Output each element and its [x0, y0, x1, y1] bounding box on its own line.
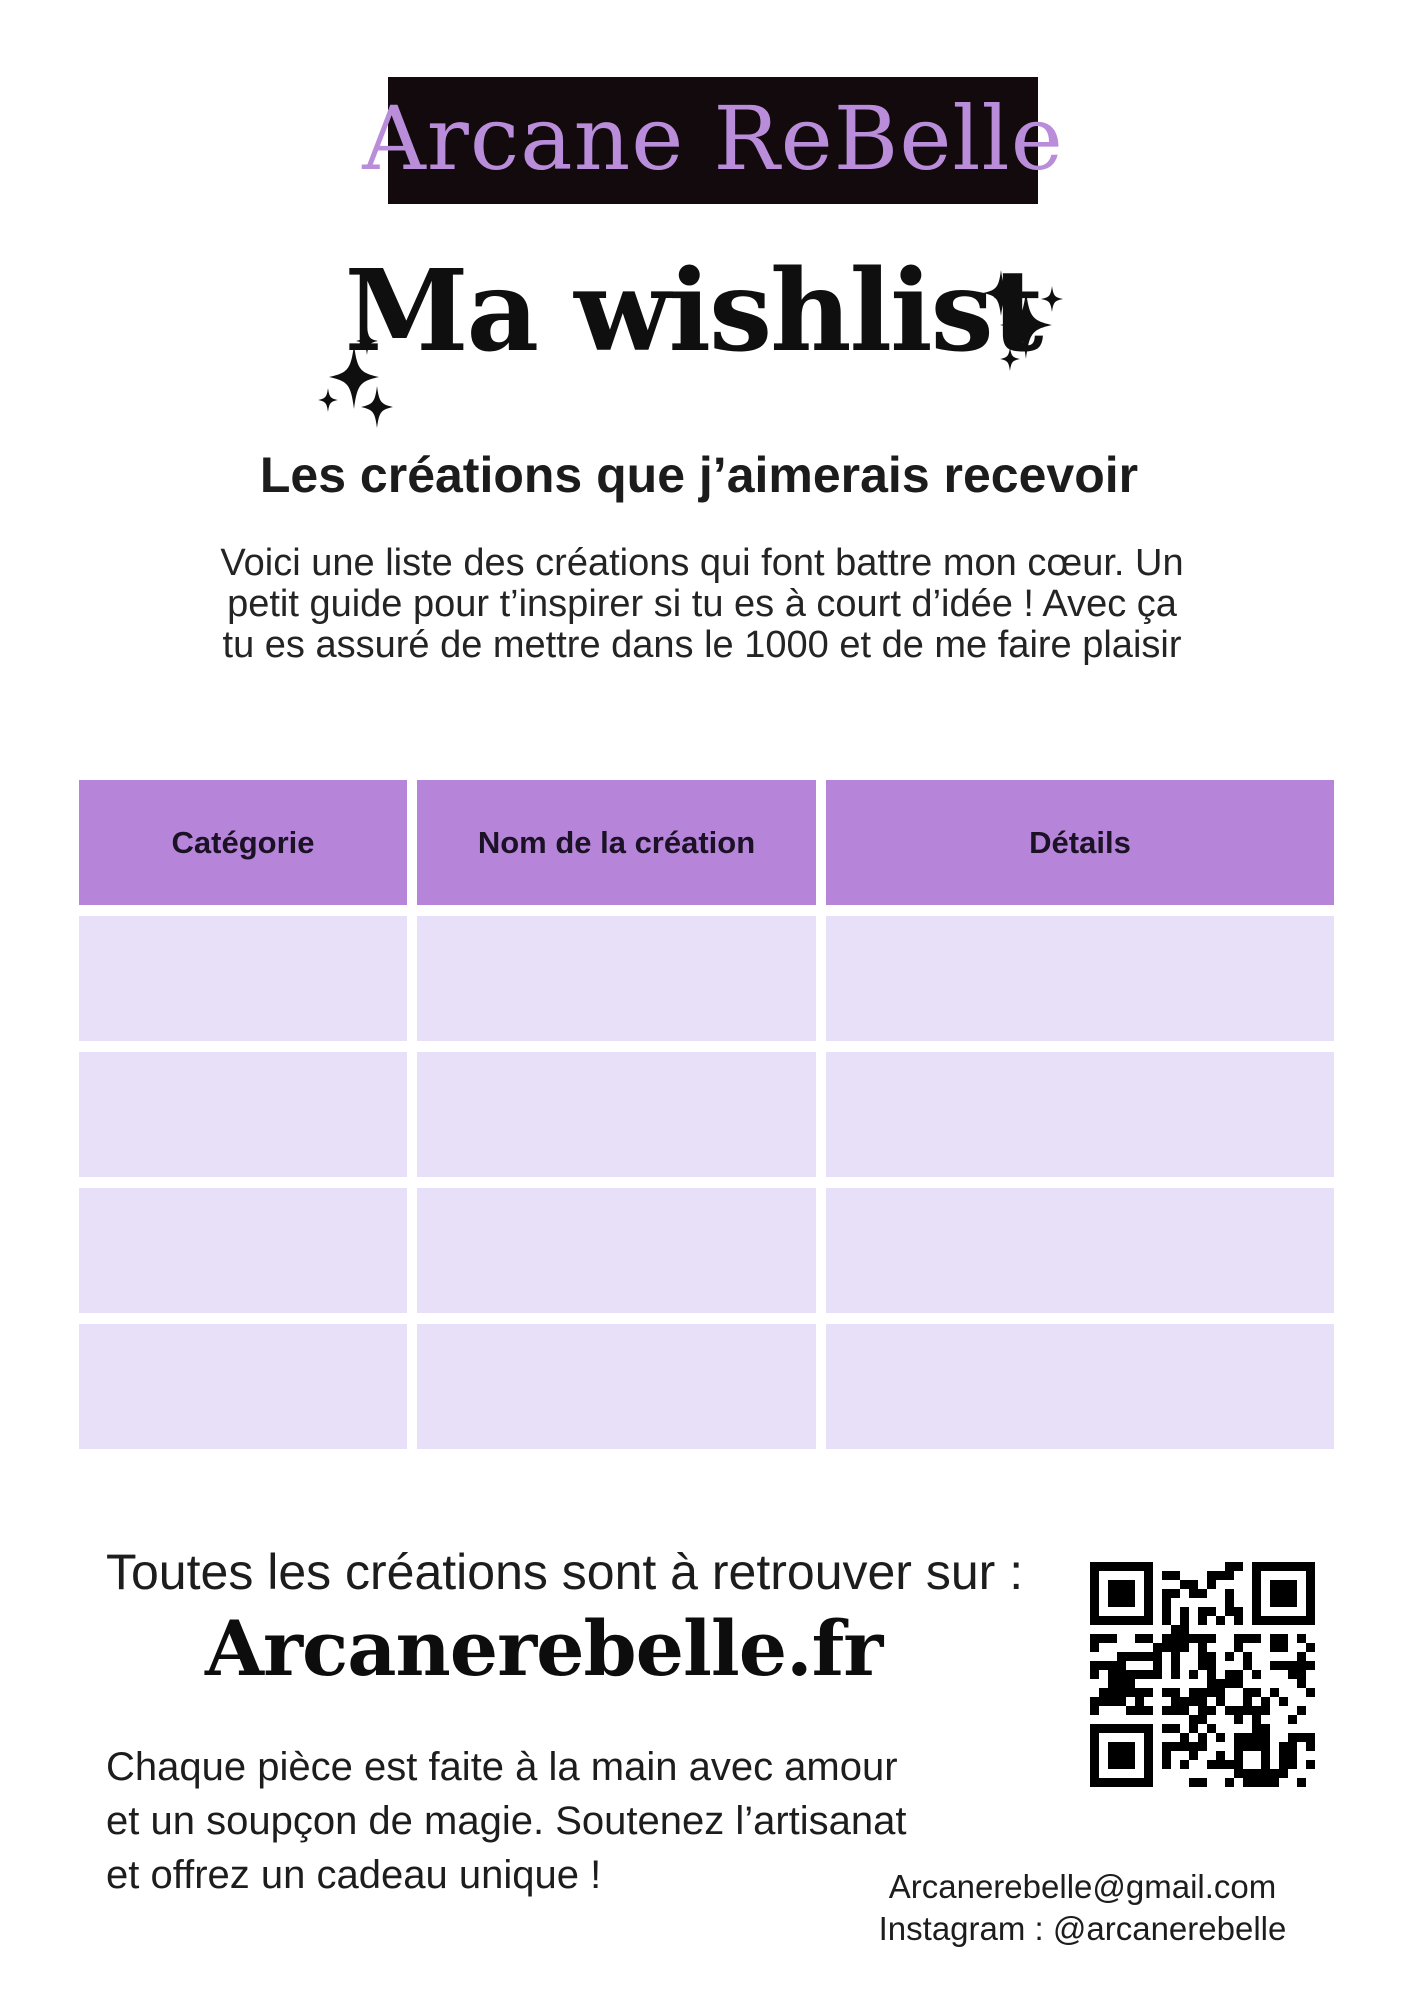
table-cell[interactable]: [826, 916, 1334, 1041]
craft-paragraph: [106, 1740, 907, 1902]
table-row: [79, 1188, 1334, 1313]
intro-paragraph: [0, 543, 1414, 666]
table-cell[interactable]: [417, 1324, 816, 1449]
table-cell[interactable]: [79, 1324, 407, 1449]
qr-code[interactable]: [1090, 1562, 1315, 1787]
table-cell[interactable]: [417, 1052, 816, 1177]
wishlist-table: [79, 780, 1334, 1460]
brand-name: Arcane ReBelle: [362, 86, 1064, 190]
table-row: [79, 1052, 1334, 1177]
table-cell[interactable]: [826, 1052, 1334, 1177]
email-link[interactable]: Arcanerebelle@gmail.com: [888, 1868, 1277, 1905]
header-cell-nom-creation: Nom de la création: [417, 780, 816, 905]
header-cell-details: Détails: [826, 780, 1334, 905]
craft-line: Chaque pièce est faite à la main avec amour: [106, 1745, 898, 1789]
table-cell[interactable]: [826, 1324, 1334, 1449]
table-row: [79, 916, 1334, 1041]
intro-line: tu es assuré de mettre dans le 1000 et de me faire plaisir: [222, 624, 1182, 666]
brand-banner: [362, 77, 1064, 204]
section-subtitle: Les créations que j’aimerais recevoir: [259, 447, 1139, 503]
page-title: Ma wishlist: [344, 246, 1042, 377]
table-header-row: [79, 780, 1334, 905]
table-row: [79, 1324, 1334, 1449]
contact-block: [855, 1866, 1310, 1950]
table-cell[interactable]: [417, 916, 816, 1041]
craft-line: et offrez un cadeau unique !: [106, 1853, 602, 1897]
intro-line: petit guide pour t’inspirer si tu es à court d’idée ! Avec ça: [227, 583, 1177, 625]
table-body: [79, 916, 1334, 1449]
intro-line: Voici une liste des créations qui font battre mon cœur. Un: [220, 542, 1184, 584]
website-link[interactable]: Arcanerebelle.fr: [205, 1604, 883, 1693]
table-cell[interactable]: [417, 1188, 816, 1313]
table-cell[interactable]: [79, 1188, 407, 1313]
table-cell[interactable]: [79, 1052, 407, 1177]
table-cell[interactable]: [826, 1188, 1334, 1313]
instagram-handle[interactable]: Instagram : @arcanerebelle: [878, 1910, 1287, 1947]
header-cell-categorie: Catégorie: [79, 780, 407, 905]
findall-label: Toutes les créations sont à retrouver sur :: [106, 1544, 1024, 1600]
craft-line: et un soupçon de magie. Soutenez l’artisanat: [106, 1799, 907, 1843]
table-cell[interactable]: [79, 916, 407, 1041]
